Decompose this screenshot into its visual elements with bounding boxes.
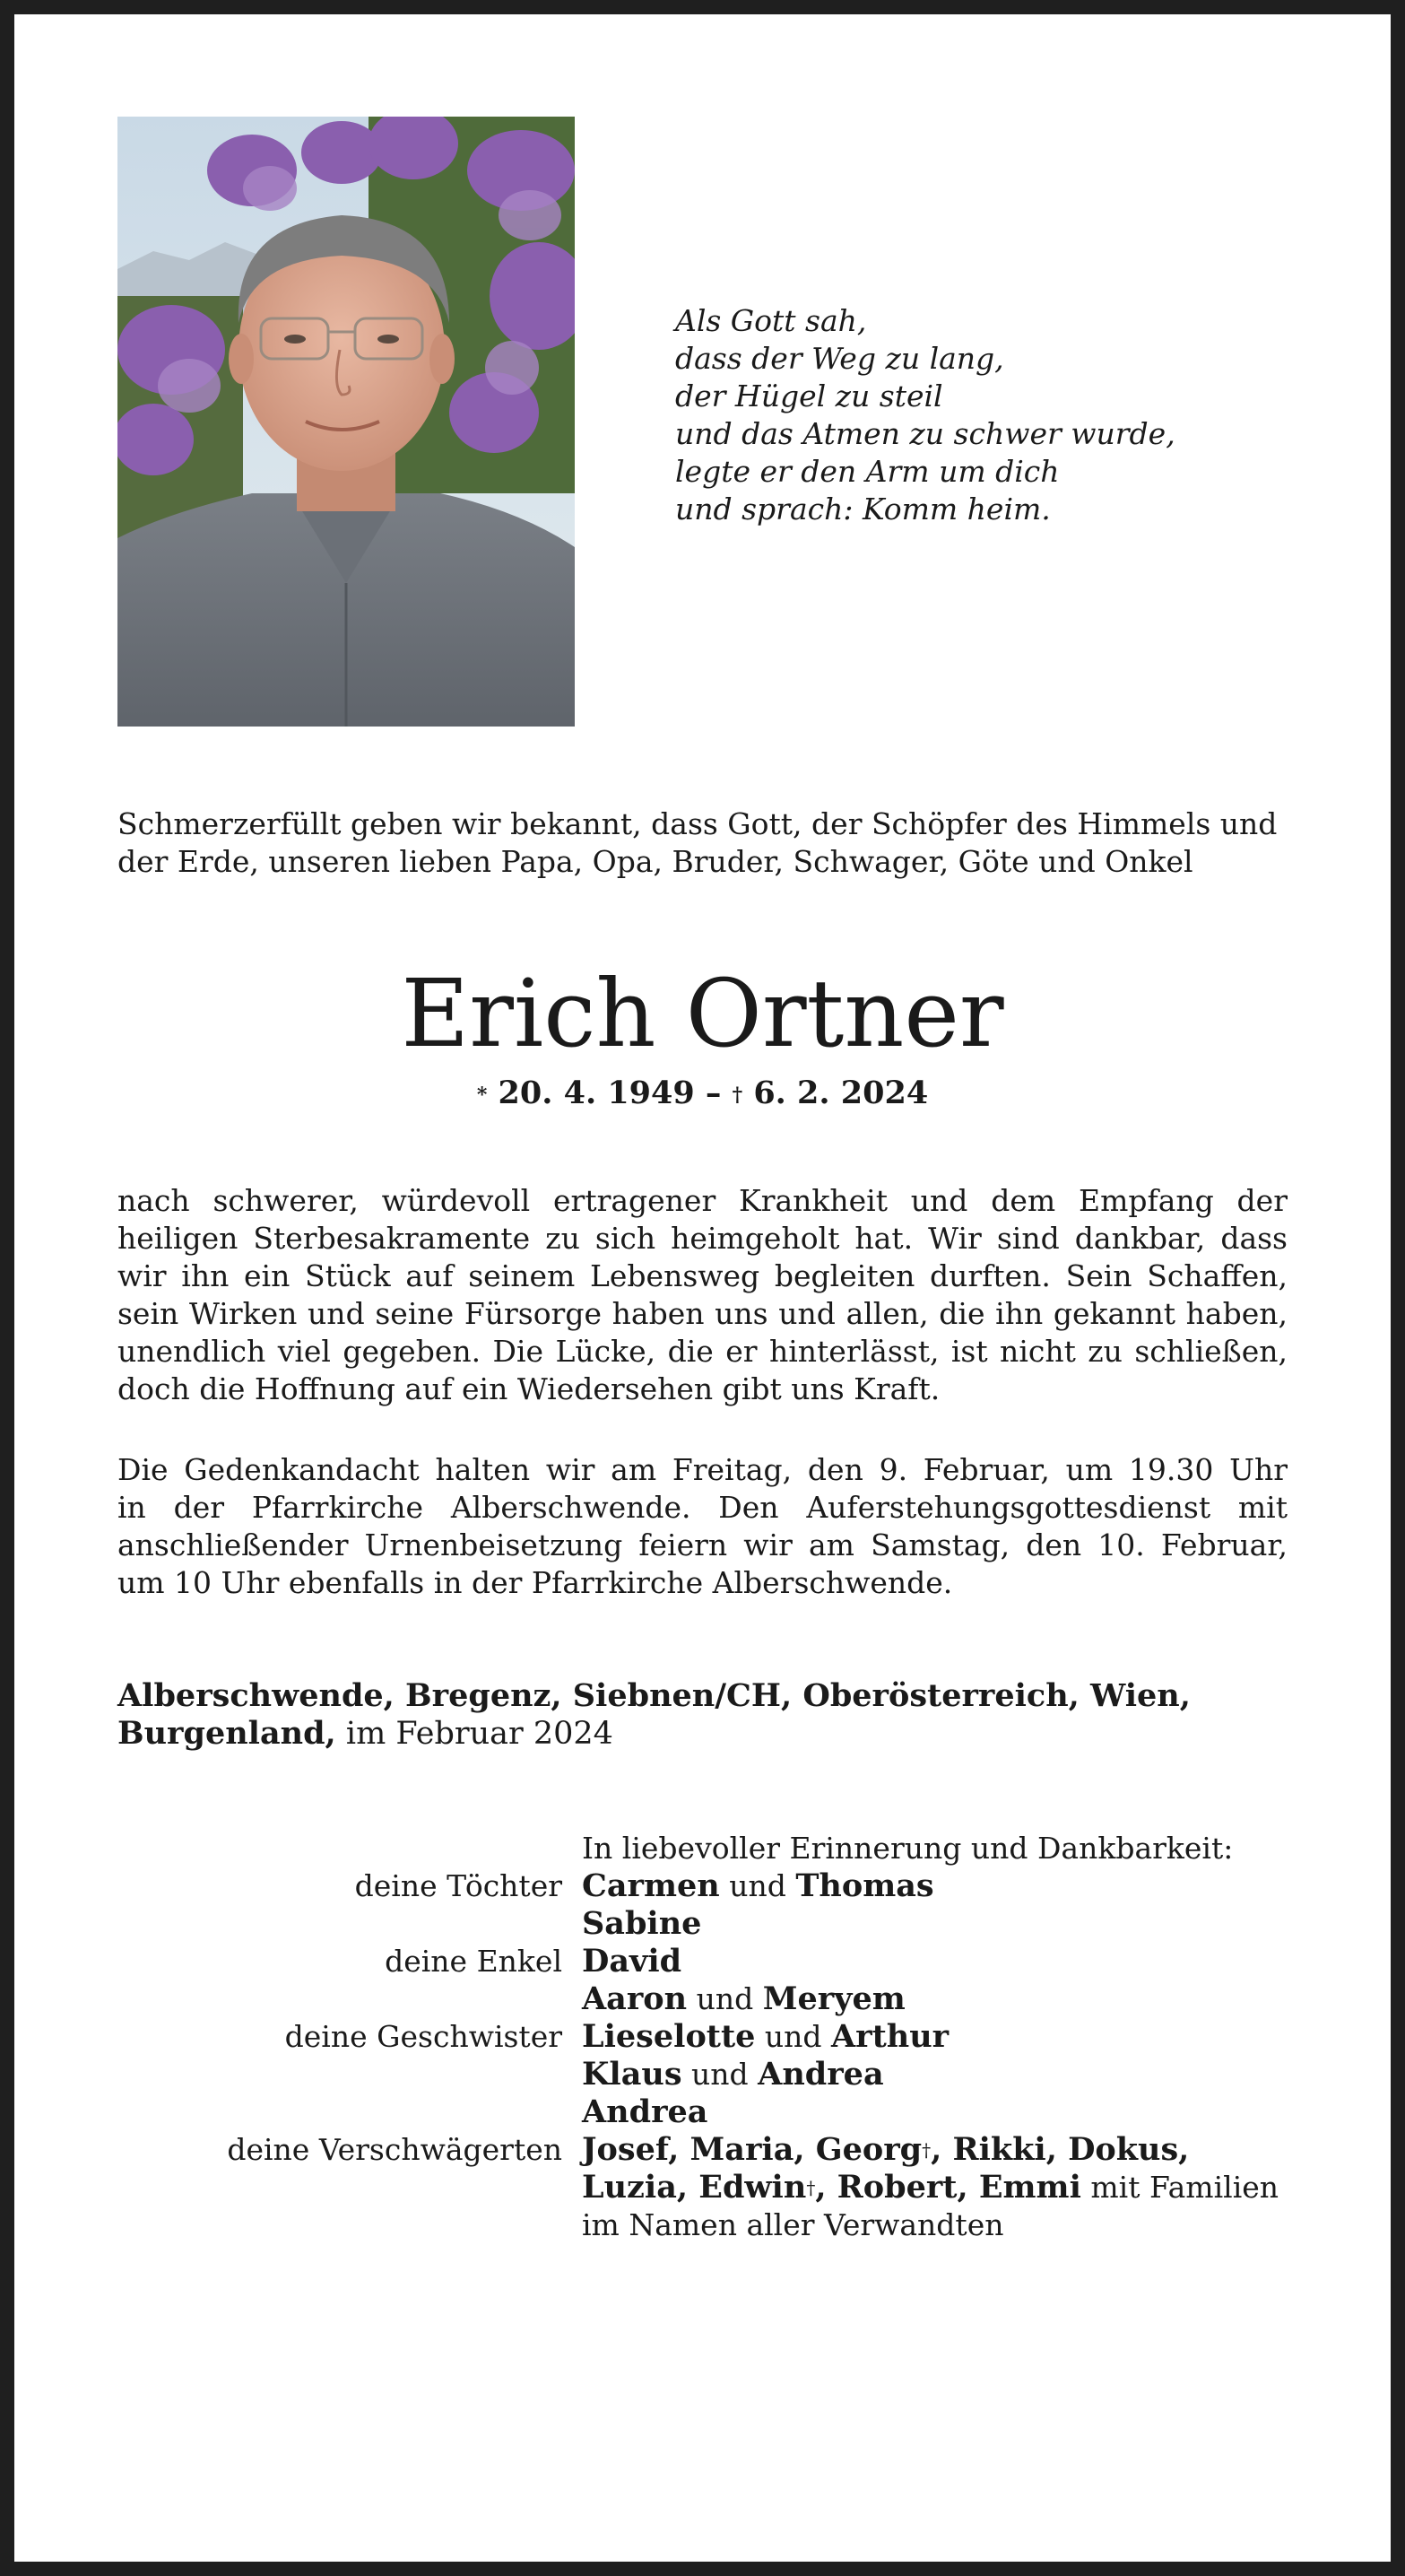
name: David [582,1943,682,1980]
month-year: im Februar 2024 [335,1716,613,1752]
paragraph-line: nach schwerer, würdevoll ertragener Krankheit und dem Empfang der [117,1183,1288,1218]
places-line-2: Burgenland, [117,1715,336,1752]
name: Aaron [582,1980,688,2017]
inlaws-label: deine Verschwägerten [227,2132,562,2167]
paragraph-line: Die Gedenkandacht halten wir am Freitag, den 9. Februar, um 19.30 Uhr [117,1452,1288,1487]
name: Thomas [795,1867,934,1904]
with-families: mit Familien [1080,2170,1279,2205]
relatives-text: im Namen aller Verwandten [582,2207,1004,2242]
death-date: 6. 2. 2024 [753,1075,929,1111]
intro-line: der Erde, unseren lieben Papa, Opa, Bruder, Schwager, Göte und Onkel [117,844,1193,879]
place-and-date [117,1677,1288,1753]
birth-star-icon: * [476,1083,488,1107]
name: Luzia, Edwin [582,2169,807,2206]
inlaws-names-2 [582,2169,1279,2206]
daughters-names [582,1867,934,1905]
conjunction: und [755,2019,832,2054]
poem-line: dass der Weg zu lang, [675,341,1004,376]
poem-line: Als Gott sah, [675,303,867,338]
name: Andrea [582,2093,708,2130]
paragraph-line: in der Pfarrkirche Alberschwende. Den Auferstehungsgottesdienst mit [117,1490,1288,1525]
conjunction: und [687,1981,763,2016]
paragraph-services [117,1451,1288,1602]
paragraph-line: wir ihn ein Stück auf seinem Lebensweg begleiten durften. Sein Schaffen, [117,1258,1288,1293]
life-dates [0,1074,1405,1113]
date-dash: – [694,1075,733,1111]
paragraph-line: unendlich viel gegeben. Die Lücke, die er hinterlässt, ist nicht zu schließen, [117,1334,1288,1369]
siblings-label: deine Geschwister [284,2019,562,2054]
paragraph-passing [117,1182,1288,1408]
poem-line: der Hügel zu steil [675,379,943,413]
name: , Robert, Emmi [815,2169,1081,2206]
name: Josef, Maria, Georg [582,2131,923,2168]
name: , Rikki, Dokus, [931,2131,1190,2168]
death-cross-icon: † [732,1083,743,1107]
siblings-names [582,2018,949,2056]
deceased-name: Erich Ortner [401,959,1004,1068]
paragraph-line: doch die Hoffnung auf ein Wiedersehen gibt uns Kraft. [117,1371,941,1406]
poem-line: und sprach: Komm heim. [675,492,1051,527]
grandchildren-names-2 [582,1980,906,2018]
name: Lieselotte [582,2018,756,2055]
announcement-intro [117,805,1288,881]
portrait-photo [117,117,575,727]
daughters-names-2 [582,1905,701,1943]
grandchildren-label: deine Enkel [385,1944,562,1979]
relatives-line [582,2206,1003,2244]
name: Arthur [831,2018,950,2055]
places-line: Alberschwende, Bregenz, Siebnen/CH, Oberösterreich, Wien, [117,1677,1191,1714]
name: Andrea [758,2056,884,2093]
grandchildren-names [582,1943,681,1980]
name: Carmen [582,1867,720,1904]
poem-line: und das Atmen zu schwer wurde, [675,416,1175,451]
siblings-names-3 [582,2093,707,2131]
cross-icon: † [806,2177,816,2198]
paragraph-line: anschließender Urnenbeisetzung feiern wir am Samstag, den 10. Februar, [117,1527,1288,1562]
inlaws-names [582,2131,1189,2169]
remembrance-heading: In liebevoller Erinnerung und Dankbarkeit: [582,1831,1234,1866]
cross-icon: † [922,2139,932,2161]
paragraph-line: sein Wirken und seine Fürsorge haben uns und allen, die ihn gekannt haben, [117,1296,1288,1331]
conjunction: und [719,1868,796,1903]
daughters-label: deine Töchter [354,1868,562,1903]
name: Klaus [582,2056,682,2093]
siblings-names-2 [582,2056,884,2093]
poem [675,302,1175,528]
conjunction: und [681,2057,759,2092]
paragraph-line: um 10 Uhr ebenfalls in der Pfarrkirche Alberschwende. [117,1565,953,1600]
name: Sabine [582,1905,702,1942]
birth-date: 20. 4. 1949 [498,1075,695,1111]
intro-line: Schmerzerfüllt geben wir bekannt, dass Gott, der Schöpfer des Himmels und [117,806,1278,841]
name: Meryem [762,1980,906,2017]
paragraph-line: heiligen Sterbesakramente zu sich heimgeholt hat. Wir sind dankbar, dass [117,1221,1288,1256]
poem-line: legte er den Arm um dich [675,454,1060,489]
